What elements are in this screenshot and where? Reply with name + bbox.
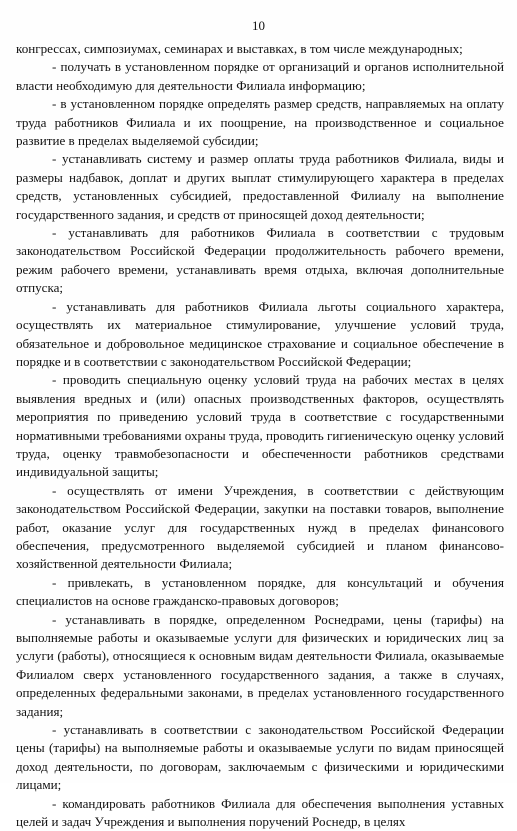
list-item-working-conditions-assessment: - проводить специальную оценку условий труда на рабочих местах в целях выявления вредных и (или) опасных производственных факторов, осуществлять мероприятия по приведению условий труда в соответствие с государственными нормативными требованиями охраны труда, проводить гигиеническую оценку условий труда, оценку травмобезопасности и обеспеченности работников средствами индивидуальной защиты; [16, 372, 504, 480]
page-number: 10 [252, 18, 265, 33]
document-body [16, 40, 504, 831]
list-item-pay-system: - устанавливать систему и размер оплаты труда работников Филиала, виды и размеры надбавок, доплат и других выплат стимулирующего характера в пределах средств, установленных субсидией, предоставленной Филиалу на выполнение государственного задания, и средств от приносящей доход деятельности; [16, 151, 504, 222]
list-item-obtain-information: - получать в установленном порядке от организаций и органов исполнительной власти необходимую для деятельности Филиала информацию; [16, 59, 504, 93]
list-item-procurement: - осуществлять от имени Учреждения, в соответствии с действующим законодательством Российской Федерации, закупки на поставки товаров, выполнение работ, оказание услуг для государственных нужд в пределах финансового обеспечения, предусмотренного выделяемой субсидией и планом финансово-хозяйственной деятельности Филиала; [16, 482, 504, 572]
list-item-working-time: - устанавливать для работников Филиала в соответствии с трудовым законодательством Российской Федерации продолжительность рабочего времени, режим рабочего времени, устанавливать время отдыха, включая дополнительные отпуска; [16, 225, 504, 296]
list-item-consultants: - привлекать, в установленном порядке, для консультаций и обучения специалистов на основе гражданско-правовых договоров; [16, 574, 504, 609]
list-item-determine-funds: - в установленном порядке определять размер средств, направляемых на оплату труда работников Филиала и их поощрение, на производственное и социальное развитие в пределах выделяемой субсидии; [16, 96, 504, 149]
list-item-prices-rosnedra: - устанавливать в порядке, определенном Роснедрами, цены (тарифы) на выполняемые работы и оказываемые услуги для физических и юридических лиц за услуги (работы), относящиеся к основным видам деятельности Филиала, оказываемые Филиалом сверх установленного государственного задания, а также в случаях, определенных федеральными законами, в пределах установленного государственного задания; [16, 611, 504, 719]
list-item-social-benefits: - устанавливать для работников Филиала льготы социального характера, осуществлять их материальное стимулирование, улучшение условий труда, обязательное и добровольное медицинское страхование и социальное обеспечение в порядке и в соответствии с законодательством Российской Федерации; [16, 298, 504, 369]
list-item-prices-income: - устанавливать в соответствии с законодательством Российской Федерации цены (тарифы) на выполняемые работы и оказываемые услуги по видам приносящей доход деятельности, по договорам, заключаемым с физическими и юридическими лицами; [16, 722, 504, 793]
paragraph-continuation: конгрессах, симпозиумах, семинарах и выставках, в том числе международных; [16, 41, 463, 56]
list-item-business-trips: - командировать работников Филиала для обеспечения выполнения уставных целей и задач Учреждения и выполнения поручений Роснедр, в целях [16, 795, 504, 830]
